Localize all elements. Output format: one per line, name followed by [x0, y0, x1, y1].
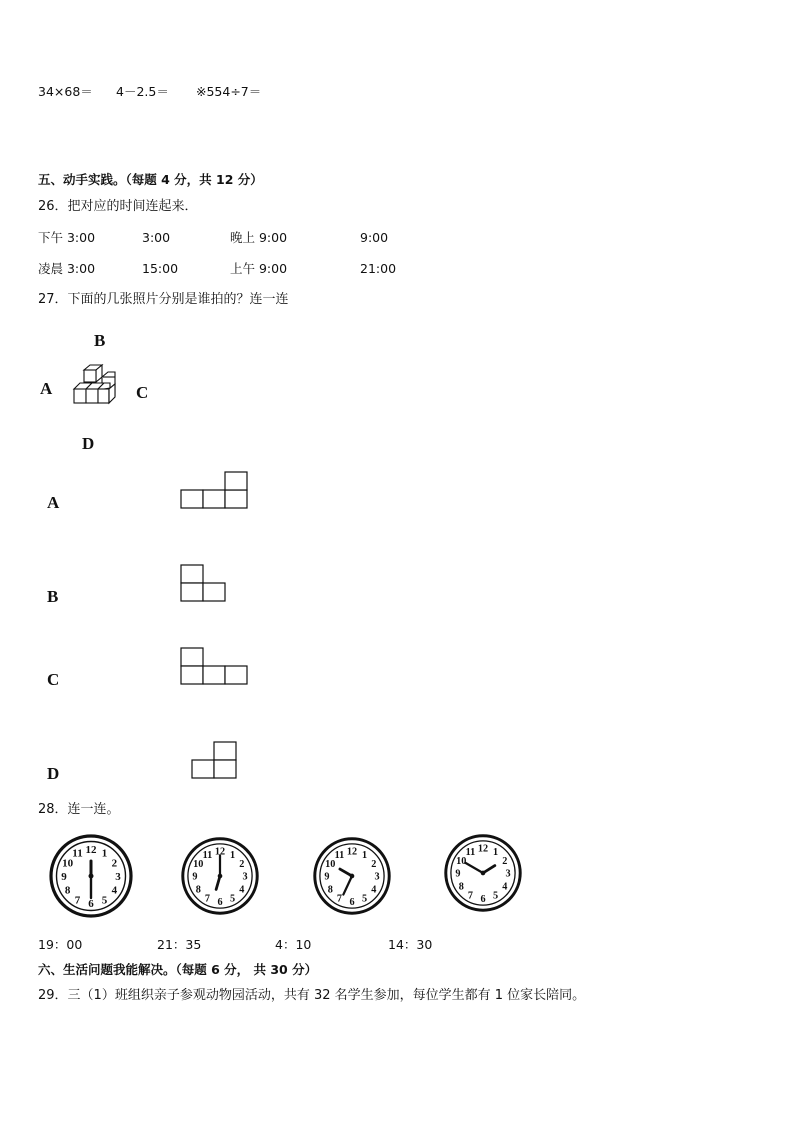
svg-text:10: 10 — [456, 856, 467, 868]
svg-text:11: 11 — [334, 849, 345, 861]
svg-text:10: 10 — [325, 859, 336, 871]
svg-text:4: 4 — [371, 884, 377, 896]
svg-text:9: 9 — [324, 871, 330, 883]
svg-text:6: 6 — [480, 893, 486, 905]
svg-text:2: 2 — [239, 859, 245, 871]
svg-text:10: 10 — [193, 859, 204, 871]
svg-text:6: 6 — [88, 898, 94, 910]
svg-text:2: 2 — [371, 859, 377, 871]
svg-text:5: 5 — [362, 893, 368, 905]
section6-title: 六、生活问题我能解决。（每题 6 分， 共 30 分） — [38, 962, 318, 977]
q28-time-1: 19：00 — [38, 937, 83, 952]
calc-item-1: 34×68＝ — [38, 84, 93, 99]
q28-prompt: 28．连一连。 — [38, 802, 120, 817]
svg-text:10: 10 — [62, 857, 74, 870]
q26-row2-col1: 凌晨 3:00 — [38, 261, 96, 276]
view-d-figure — [191, 741, 241, 781]
q28-time-3: 4：10 — [275, 937, 312, 952]
svg-text:8: 8 — [327, 884, 333, 896]
svg-text:1: 1 — [362, 849, 368, 861]
q26-row2-col4: 21:00 — [360, 261, 397, 276]
photo-label-d: D — [47, 764, 60, 783]
svg-text:8: 8 — [64, 884, 71, 897]
q26-row1-col2: 3:00 — [142, 230, 171, 245]
svg-text:5: 5 — [101, 894, 108, 907]
view-a-figure — [180, 471, 250, 511]
svg-text:9: 9 — [455, 868, 461, 880]
calc-item-3: ※554÷7＝ — [196, 84, 262, 99]
svg-text:12: 12 — [85, 844, 97, 856]
svg-text:4: 4 — [111, 884, 118, 897]
photo-label-c: C — [47, 670, 60, 689]
svg-text:9: 9 — [61, 871, 67, 883]
direction-label-bottom: D — [82, 434, 95, 453]
direction-label-top: B — [94, 331, 106, 350]
svg-text:4: 4 — [239, 884, 245, 896]
q28-time-4: 14：30 — [388, 937, 433, 952]
q26-row1-col3: 晚上 9:00 — [230, 230, 288, 245]
svg-text:3: 3 — [242, 871, 248, 883]
svg-text:6: 6 — [349, 896, 355, 908]
svg-text:7: 7 — [336, 893, 342, 905]
svg-text:1: 1 — [101, 847, 108, 860]
q26-row1-col1: 下午 3:00 — [38, 230, 96, 245]
q26-row1-col4: 9:00 — [360, 230, 389, 245]
q27-prompt: 27．下面的几张照片分别是谁拍的？连一连 — [38, 292, 289, 307]
svg-text:7: 7 — [74, 894, 81, 907]
section5-title: 五、动手实践。（每题 4 分，共 12 分） — [38, 172, 263, 187]
svg-text:12: 12 — [346, 846, 358, 858]
clock-face-1 — [48, 833, 134, 919]
svg-text:12: 12 — [477, 843, 489, 855]
svg-text:2: 2 — [111, 857, 118, 870]
svg-text:3: 3 — [115, 871, 121, 883]
direction-label-right: C — [136, 383, 149, 402]
direction-label-left: A — [40, 379, 53, 398]
svg-text:11: 11 — [465, 846, 476, 858]
clock-face-3 — [312, 833, 392, 919]
svg-text:7: 7 — [467, 890, 473, 902]
svg-text:11: 11 — [72, 847, 83, 860]
svg-text:8: 8 — [458, 881, 464, 893]
view-b-figure — [180, 564, 230, 604]
view-c-figure — [180, 647, 252, 687]
clock-face-4 — [443, 830, 523, 916]
svg-text:1: 1 — [493, 846, 499, 858]
svg-text:1: 1 — [230, 849, 236, 861]
svg-text:9: 9 — [192, 871, 198, 883]
svg-text:4: 4 — [502, 881, 508, 893]
q26-row2-col2: 15:00 — [142, 261, 179, 276]
photo-label-b: B — [47, 587, 59, 606]
svg-text:3: 3 — [374, 871, 380, 883]
q28-time-2: 21：35 — [157, 937, 202, 952]
clock-face-2 — [180, 833, 260, 919]
calc-item-2: 4－2.5＝ — [116, 84, 169, 99]
svg-text:6: 6 — [217, 896, 223, 908]
svg-text:2: 2 — [502, 856, 508, 868]
svg-text:12: 12 — [214, 846, 226, 858]
svg-text:7: 7 — [204, 893, 210, 905]
photo-label-a: A — [47, 493, 60, 512]
q26-prompt: 26．把对应的时间连起来． — [38, 199, 198, 214]
svg-text:3: 3 — [505, 868, 511, 880]
q26-row2-col3: 上午 9:00 — [230, 261, 288, 276]
svg-text:8: 8 — [195, 884, 201, 896]
cube-stack-figure — [70, 364, 120, 418]
svg-text:11: 11 — [202, 849, 213, 861]
svg-text:5: 5 — [493, 890, 499, 902]
svg-text:5: 5 — [230, 893, 236, 905]
q29-text: 29．三（1）班组织亲子参观动物园活动，共有 32 名学生参加，每位学生都有 1 位家长陪同。 — [38, 988, 586, 1003]
